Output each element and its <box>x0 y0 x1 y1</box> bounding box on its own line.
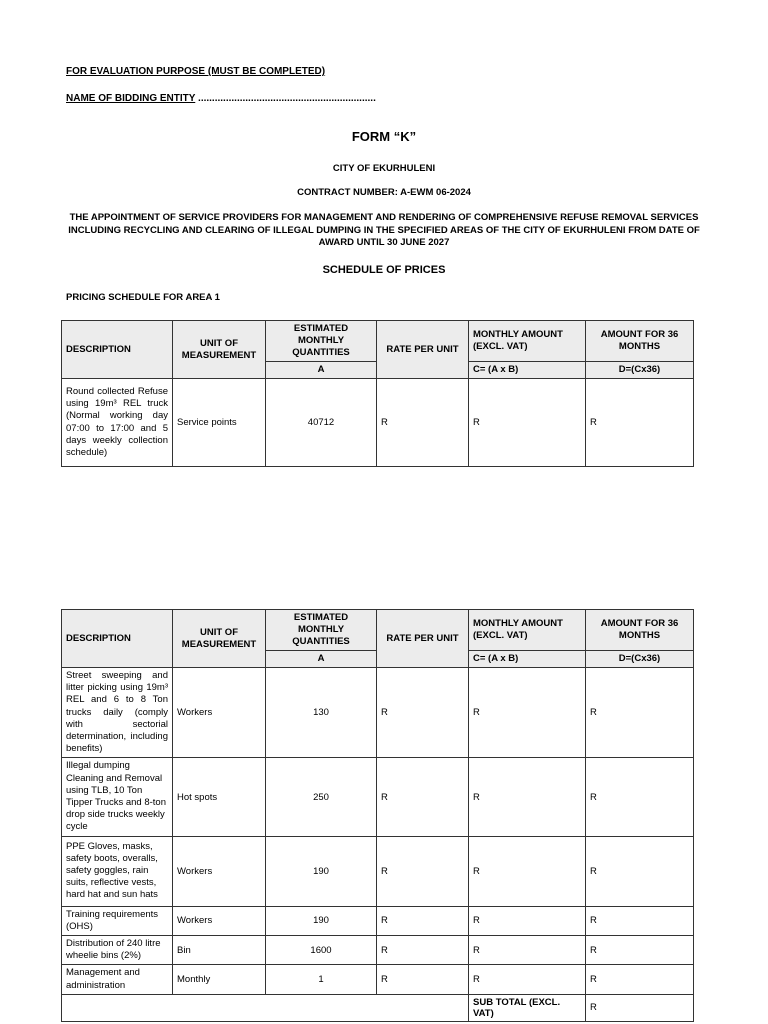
col-quantities: ESTIMATED MONTHLY QUANTITIES <box>266 321 377 362</box>
row-quantity: 40712 <box>266 379 377 467</box>
pricing-table-1 <box>61 320 694 467</box>
col-sub-d: D=(Cx36) <box>586 362 694 379</box>
row-unit: Bin <box>173 936 266 965</box>
city-name: CITY OF EKURHULENI <box>332 163 436 174</box>
row-monthly[interactable]: R <box>469 936 586 965</box>
col-quantities: ESTIMATED MONTHLY QUANTITIES <box>266 610 377 651</box>
pricing-schedule-title: PRICING SCHEDULE FOR AREA 1 <box>66 292 220 303</box>
row-rate[interactable]: R <box>377 379 469 467</box>
row-rate[interactable]: R <box>377 906 469 935</box>
table-row <box>62 758 694 836</box>
col-sub-c: C= (A x B) <box>469 362 586 379</box>
row-monthly[interactable]: R <box>469 836 586 906</box>
bidding-entity-blank: ................................................................ <box>195 93 376 104</box>
row-quantity: 190 <box>266 836 377 906</box>
bidding-entity-label: NAME OF BIDDING ENTITY <box>66 93 196 104</box>
subtotal-blank <box>62 994 469 1021</box>
row-unit: Hot spots <box>173 758 266 836</box>
row-monthly[interactable]: R <box>469 965 586 994</box>
row-unit: Workers <box>173 668 266 758</box>
contract-number: CONTRACT NUMBER: A-EWM 06-2024 <box>297 187 471 198</box>
col-monthly: MONTHLY AMOUNT (EXCL. VAT) <box>469 321 586 362</box>
row-quantity: 1600 <box>266 936 377 965</box>
row-rate[interactable]: R <box>377 965 469 994</box>
row-rate[interactable]: R <box>377 836 469 906</box>
row-description: Management and administration <box>62 965 173 994</box>
col-amount36: AMOUNT FOR 36 MONTHS <box>586 610 694 651</box>
table-row <box>62 965 694 994</box>
evaluation-note: FOR EVALUATION PURPOSE (MUST BE COMPLETED) <box>66 66 326 77</box>
row-description: Round collected Refuse using 19m³ REL truck (Normal working day 07:00 to 17:00 and 5 days weekly collection schedule) <box>62 379 173 467</box>
table-row <box>62 668 694 758</box>
row-amount[interactable]: R <box>586 758 694 836</box>
row-monthly[interactable]: R <box>469 906 586 935</box>
row-rate[interactable]: R <box>377 668 469 758</box>
table-row <box>62 379 694 467</box>
row-description: Distribution of 240 litre wheelie bins (2%) <box>62 936 173 965</box>
subtotal-row <box>62 994 694 1021</box>
col-sub-d: D=(Cx36) <box>586 651 694 668</box>
subtotal-value[interactable]: R <box>586 994 694 1021</box>
row-monthly[interactable]: R <box>469 379 586 467</box>
row-description: Illegal dumping Cleaning and Removal using TLB, 10 Ton Tipper Trucks and 8-ton drop side trucks weekly cycle <box>62 758 173 836</box>
row-quantity: 1 <box>266 965 377 994</box>
col-amount36: AMOUNT FOR 36 MONTHS <box>586 321 694 362</box>
col-sub-a: A <box>266 651 377 668</box>
col-sub-a: A <box>266 362 377 379</box>
table-row <box>62 836 694 906</box>
row-amount[interactable]: R <box>586 379 694 467</box>
col-description: DESCRIPTION <box>62 610 173 668</box>
schedule-title: SCHEDULE OF PRICES <box>322 264 446 276</box>
appointment-description: THE APPOINTMENT OF SERVICE PROVIDERS FOR MANAGEMENT AND RENDERING OF COMPREHENSIVE REFUSE REMOVAL SERVICES INCLUDING RECYCLING AND CLEARING OF ILLEGAL DUMPING IN THE SPECIFIED AREAS OF THE CITY OF EKURHULENI FROM DATE OF AWARD UNTIL 30 JUNE 2027 <box>68 212 700 248</box>
row-quantity: 130 <box>266 668 377 758</box>
col-unit: UNIT OF MEASUREMENT <box>173 321 266 379</box>
row-quantity: 250 <box>266 758 377 836</box>
form-title: FORM “K” <box>351 129 417 144</box>
table-row <box>62 936 694 965</box>
row-amount[interactable]: R <box>586 906 694 935</box>
row-unit: Monthly <box>173 965 266 994</box>
col-sub-c: C= (A x B) <box>469 651 586 668</box>
row-unit: Workers <box>173 836 266 906</box>
row-amount[interactable]: R <box>586 668 694 758</box>
col-rate: RATE PER UNIT <box>377 321 469 379</box>
row-unit: Workers <box>173 906 266 935</box>
pricing-table-2 <box>61 609 694 1022</box>
row-unit: Service points <box>173 379 266 467</box>
subtotal-label: SUB TOTAL (EXCL. VAT) <box>469 994 586 1021</box>
row-rate[interactable]: R <box>377 758 469 836</box>
col-rate: RATE PER UNIT <box>377 610 469 668</box>
row-amount[interactable]: R <box>586 965 694 994</box>
row-amount[interactable]: R <box>586 836 694 906</box>
row-description: Street sweeping and litter picking using 19m³ REL and 6 to 8 Ton trucks daily (comply with sectorial determination, including benefits) <box>62 668 173 758</box>
col-description: DESCRIPTION <box>62 321 173 379</box>
table-row <box>62 906 694 935</box>
bidding-entity-line <box>66 93 376 104</box>
col-unit: UNIT OF MEASUREMENT <box>173 610 266 668</box>
row-description: Training requirements (OHS) <box>62 906 173 935</box>
row-description: PPE Gloves, masks, safety boots, overalls, safety goggles, rain suits, reflective vests, hard hat and sun hats <box>62 836 173 906</box>
row-rate[interactable]: R <box>377 936 469 965</box>
row-quantity: 190 <box>266 906 377 935</box>
col-monthly: MONTHLY AMOUNT (EXCL. VAT) <box>469 610 586 651</box>
row-monthly[interactable]: R <box>469 758 586 836</box>
row-amount[interactable]: R <box>586 936 694 965</box>
row-monthly[interactable]: R <box>469 668 586 758</box>
